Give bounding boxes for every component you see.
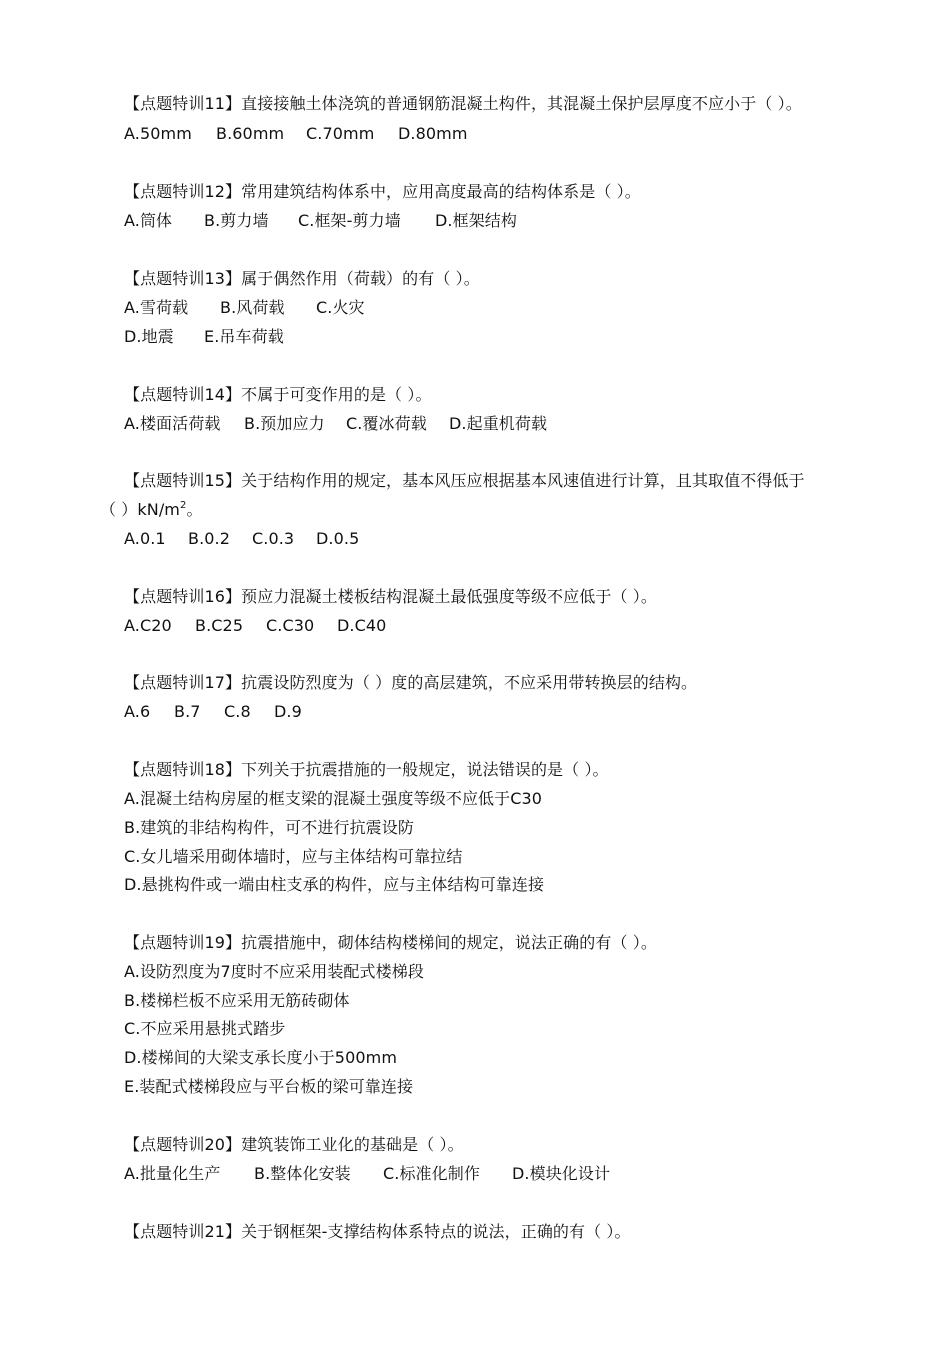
option-b: B.7 <box>174 702 201 721</box>
stem-cont-end: 。 <box>186 500 203 519</box>
option-b: B.0.2 <box>188 529 231 548</box>
question-stem: 【点题特训20】建筑装饰工业化的基础是（ ）。 <box>124 1135 464 1154</box>
option-d: D.0.5 <box>316 529 360 548</box>
question-stem: 【点题特训15】关于结构作用的规定，基本风压应根据基本风速值进行计算，且其取值不得低于 <box>124 471 805 490</box>
option-d: D.地震 <box>124 327 174 346</box>
option-b: B.楼梯栏板不应采用无筋砖砌体 <box>124 991 350 1010</box>
option-a: A.雪荷载 <box>124 298 189 317</box>
question-stem: 【点题特训11】直接接触土体浇筑的普通钢筋混凝土构件，其混凝土保护层厚度不应小于（ ）。 <box>124 94 802 113</box>
option-d: D.80mm <box>398 124 468 143</box>
option-row <box>124 702 302 722</box>
option-a: A.批量化生产 <box>124 1164 221 1183</box>
option-a: A.0.1 <box>124 529 166 548</box>
question-stem: 【点题特训13】属于偶然作用（荷载）的有（ ）。 <box>124 269 480 288</box>
option-c: C.8 <box>224 702 251 721</box>
option-c: C.不应采用悬挑式踏步 <box>124 1019 286 1038</box>
stem-cont-text: （ ）kN/m <box>100 500 180 519</box>
option-d: D.悬挑构件或一端由柱支承的构件，应与主体结构可靠连接 <box>124 875 545 894</box>
option-row <box>124 414 547 434</box>
option-a: A.50mm <box>124 124 192 143</box>
option-a: A.6 <box>124 702 151 721</box>
option-d: D.楼梯间的大梁支承长度小于500mm <box>124 1048 398 1067</box>
question-stem: 【点题特训19】抗震措施中，砌体结构楼梯间的规定，说法正确的有（ ）。 <box>124 933 657 952</box>
option-d: D.框架结构 <box>435 211 518 230</box>
option-c: C.0.3 <box>252 529 295 548</box>
option-c: C.C30 <box>266 616 315 635</box>
option-d: D.起重机荷载 <box>449 414 548 433</box>
question-stem: 【点题特训21】关于钢框架-支撑结构体系特点的说法，正确的有（ ）。 <box>124 1222 631 1241</box>
option-a: A.楼面活荷载 <box>124 414 221 433</box>
option-c: C.框架-剪力墙 <box>298 211 401 230</box>
option-b: B.风荷载 <box>220 298 285 317</box>
option-e: E.吊车荷载 <box>204 327 284 346</box>
option-e: E.装配式楼梯段应与平台板的梁可靠连接 <box>124 1077 414 1096</box>
option-c: C.标准化制作 <box>383 1164 480 1183</box>
option-row <box>124 1164 610 1184</box>
superscript: 2 <box>180 499 187 511</box>
option-a: A.筒体 <box>124 211 173 230</box>
option-a: A.C20 <box>124 616 172 635</box>
question-stem: 【点题特训12】常用建筑结构体系中，应用高度最高的结构体系是（ ）。 <box>124 182 641 201</box>
question-stem: 【点题特训18】下列关于抗震措施的一般规定，说法错误的是（ ）。 <box>124 760 609 779</box>
option-d: D.模块化设计 <box>512 1164 611 1183</box>
option-a: A.混凝土结构房屋的框支梁的混凝土强度等级不应低于C30 <box>124 789 543 808</box>
option-row <box>124 616 386 636</box>
option-d: D.9 <box>274 702 302 721</box>
option-row <box>124 211 517 231</box>
option-row <box>124 298 365 318</box>
option-row <box>124 124 468 144</box>
option-b: B.预加应力 <box>244 414 325 433</box>
option-row <box>124 529 359 549</box>
option-c: C.女儿墙采用砌体墙时，应与主体结构可靠拉结 <box>124 847 463 866</box>
option-b: B.建筑的非结构构件，可不进行抗震设防 <box>124 818 414 837</box>
question-stem: 【点题特训14】不属于可变作用的是（ ）。 <box>124 385 432 404</box>
option-a: A.设防烈度为7度时不应采用装配式楼梯段 <box>124 962 424 981</box>
option-c: C.火灾 <box>316 298 365 317</box>
option-b: B.C25 <box>195 616 244 635</box>
option-d: D.C40 <box>337 616 387 635</box>
option-b: B.60mm <box>216 124 285 143</box>
option-c: C.覆冰荷载 <box>346 414 427 433</box>
option-b: B.整体化安装 <box>254 1164 351 1183</box>
question-stem: 【点题特训16】预应力混凝土楼板结构混凝土最低强度等级不应低于（ ）。 <box>124 587 657 606</box>
question-stem: 【点题特训17】抗震设防烈度为（ ）度的高层建筑，不应采用带转换层的结构。 <box>124 673 698 692</box>
option-row <box>124 327 284 347</box>
question-stem-continuation <box>100 500 203 520</box>
option-c: C.70mm <box>306 124 375 143</box>
option-b: B.剪力墙 <box>204 211 269 230</box>
